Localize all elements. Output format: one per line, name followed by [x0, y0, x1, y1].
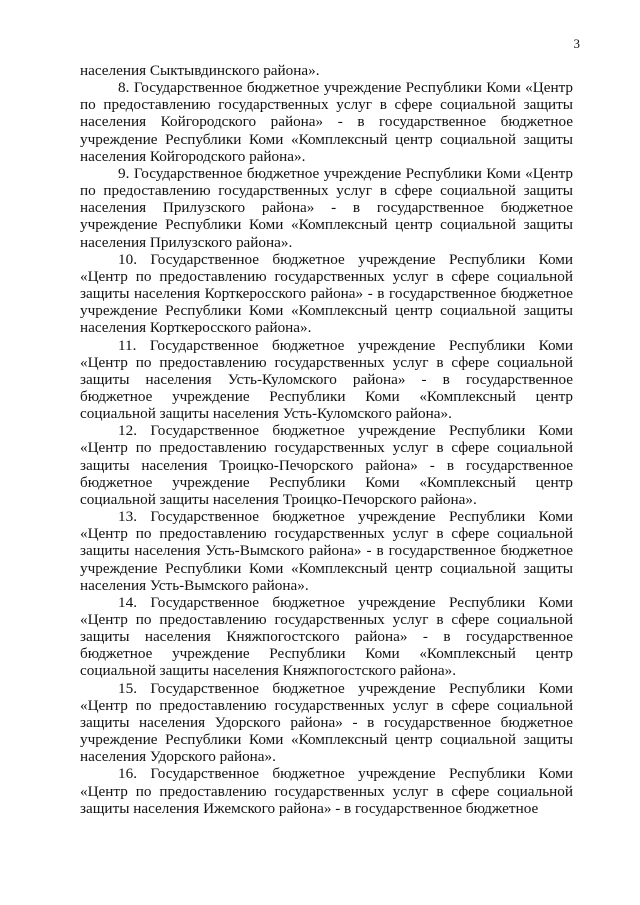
document-body	[80, 62, 573, 817]
paragraph-item-15: 15. Государственное бюджетное учреждение Республики Коми «Центр по предоставлению государственных услуг в сфере социальной защиты населения Удорского района» - в государственное бюджетное учреждение Республики Коми «Комплексный центр социальной защиты населения Удорского района».	[80, 679, 573, 766]
paragraph-item-8: 8. Государственное бюджетное учреждение Республики Коми «Центр по предоставлению государственных услуг в сфере социальной защиты населения Койгородского района» - в государственное бюджетное учреждение Республики Коми «Комплексный центр социальной защиты населения Койгородского района».	[80, 79, 573, 165]
paragraph-item-12: 12. Государственное бюджетное учреждение Республики Коми «Центр по предоставлению государственных услуг в сфере социальной защиты населения Троицко-Печорского района» - в государственное бюджетное учреждение Республики Коми «Комплексный центр социальной защиты населения Троицко-Печорского района».	[80, 422, 573, 508]
paragraph-continuation: населения Сыктывдинского района».	[80, 62, 320, 79]
paragraph-item-14: 14. Государственное бюджетное учреждение Республики Коми «Центр по предоставлению государственных услуг в сфере социальной защиты населения Княжпогостского района» - в государственное бюджетное учреждение Республики Коми «Комплексный центр социальной защиты населения Княжпогостского района».	[80, 593, 573, 680]
paragraph-item-16: 16. Государственное бюджетное учреждение Республики Коми «Центр по предоставлению государственных услуг в сфере социальной защиты населения Ижемского района» - в государственное бюджетное	[80, 765, 573, 817]
paragraph-item-13: 13. Государственное бюджетное учреждение Республики Коми «Центр по предоставлению государственных услуг в сфере социальной защиты населения Усть-Вымского района» - в государственное бюджетное учреждение Республики Коми «Комплексный центр социальной защиты населения Усть-Вымского района».	[80, 508, 573, 594]
page-number: 3	[573, 36, 580, 51]
paragraph-item-9: 9. Государственное бюджетное учреждение Республики Коми «Центр по предоставлению государственных услуг в сфере социальной защиты населения Прилузского района» - в государственное бюджетное учреждение Республики Коми «Комплексный центр социальной защиты населения Прилузского района».	[80, 164, 573, 251]
paragraph-item-10: 10. Государственное бюджетное учреждение Республики Коми «Центр по предоставлению государственных услуг в сфере социальной защиты населения Корткеросского района» - в государственное бюджетное учреждение Республики Коми «Комплексный центр социальной защиты населения Корткеросского района».	[80, 250, 573, 337]
paragraph-item-11: 11. Государственное бюджетное учреждение Республики Коми «Центр по предоставлению государственных услуг в сфере социальной защиты населения Усть-Куломского района» - в государственное бюджетное учреждение Республики Коми «Комплексный центр социальной защиты населения Усть-Куломского района».	[80, 336, 573, 423]
